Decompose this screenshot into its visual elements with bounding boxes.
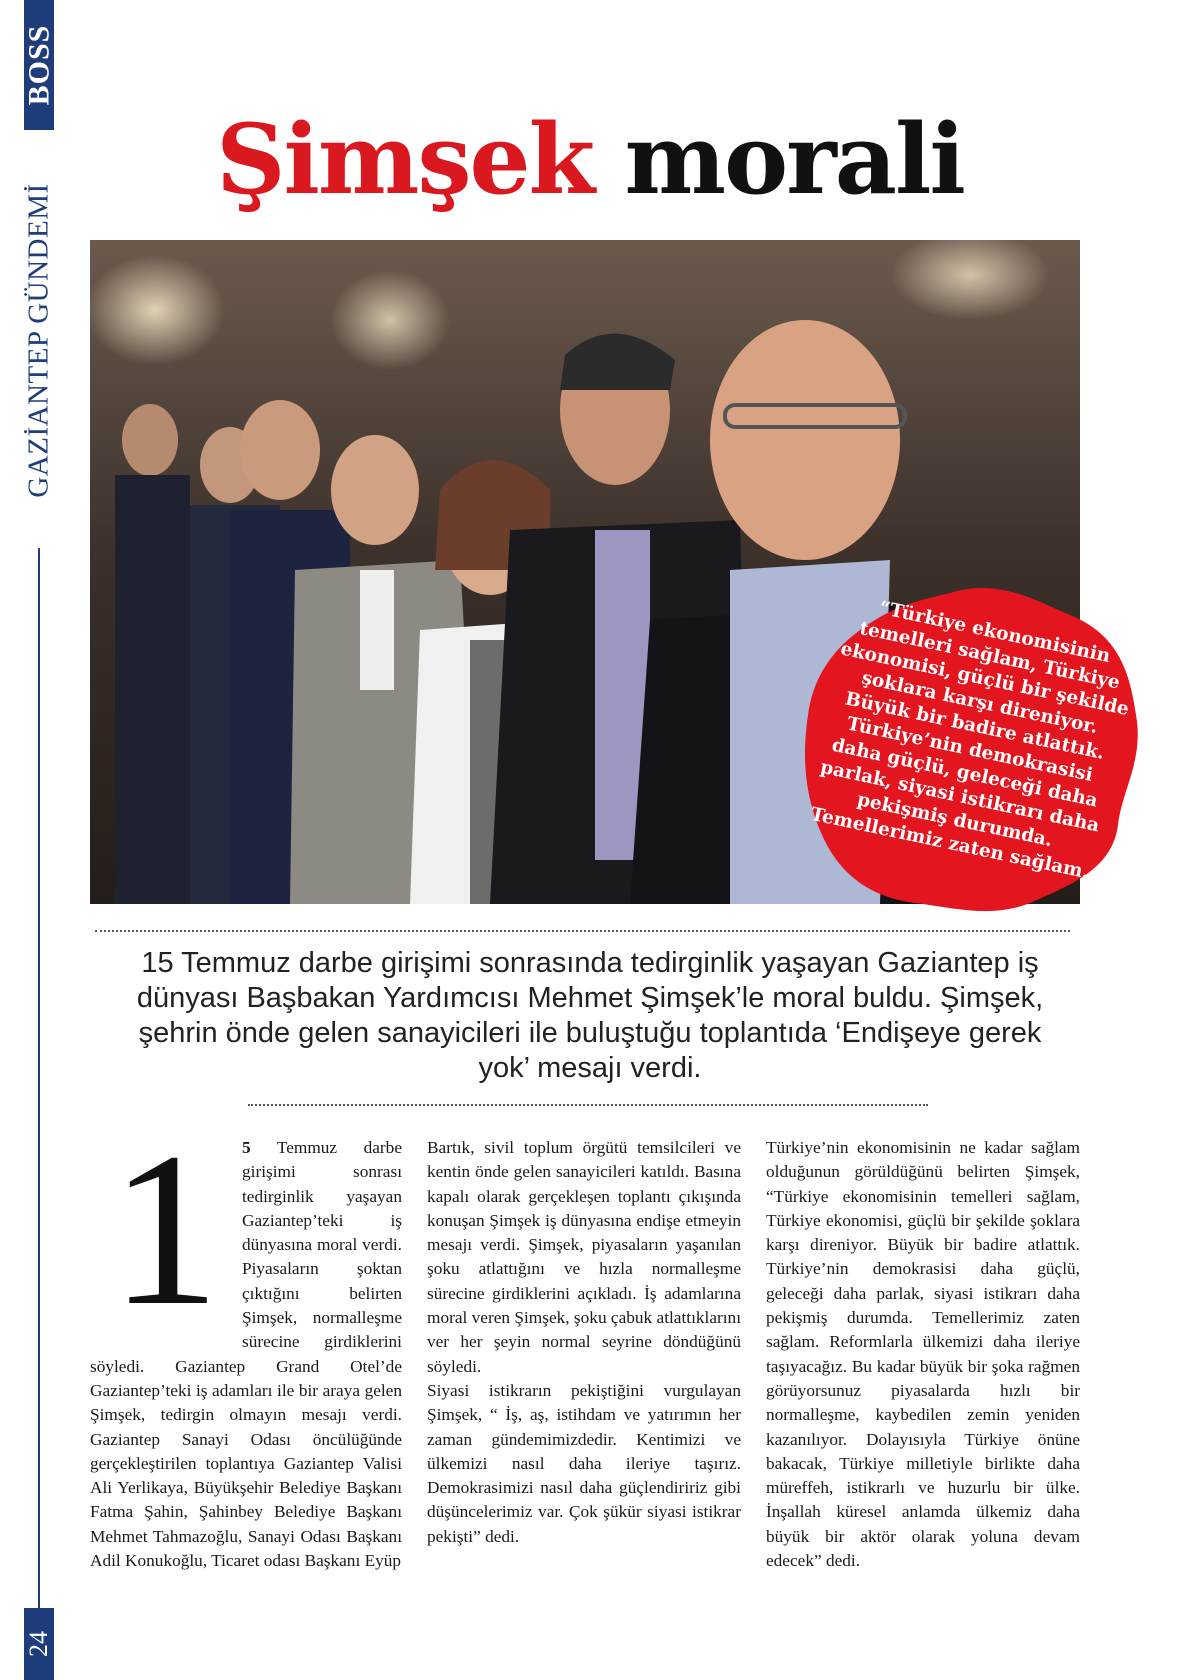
side-divider (38, 548, 40, 1608)
column-1-body: Temmuz darbe girişimi sonrası tedirginlik yaşayan Gaziantep’teki iş dünyasına moral verdi. Piyasaların şoktan çıktığını belirten Şimşek, normalleşme sürecine girdiklerini söyledi. Gaziantep Grand Otel’de Gaziantep’teki iş adamları ile bir araya gelen Şimşek, tedirgin olmayın mesajı verdi. Gaziantep Sanayi Odası öncülüğünde gerçekleştirilen toplantıya Gaziantep Valisi Ali Yerlikaya, Büyükşehir Belediye Başkanı Fatma Şahin, Şahinbey Belediye Başkanı Mehmet Tahmazoğlu, Sanayi Odası Başkanı Adil Konukoğlu, Ticaret odası Başkanı Eyüp (90, 1138, 402, 1571)
brand-logo (24, 0, 54, 130)
column-2-paragraph-1: Bartık, sivil toplum örgütü temsilcileri ve kentin önde gelen sanayicileri katıldı. Basına kapalı olarak gerçekleşen toplantı çıkışında konuşan Şimşek iş dünyasına endişe etmeyin mesajı verdi. Şimşek, piyasaların yaşanılan şoku atlattığını ve hızla normalleşme sürecine girdiklerini açıkladı. İş adamlarına moral veren Şimşek, şoku çabuk atlattıklarını ver her şeyin normal seyrine döndüğünü söyledi. (427, 1138, 741, 1376)
column-3-paragraph: Türkiye’nin ekonomisinin ne kadar sağlam olduğunun görüldüğünü belirten Şimşek, “Türkiye ekonomisinin temelleri sağlam, Türkiye ekonomisi, güçlü bir şekilde şoklara karşı direniyor. Büyük bir badire atlattık. Türkiye’nin demokrasisi daha güçlü, geleceği daha parlak, siyasi istikrarı daha pekişmiş durumda. Temellerimiz zaten sağlam. Reformlarla ülkemizi daha ileriye taşıyacağız. Bu kadar büyük bir şoka rağmen görüyorsunuz piyasalarda hızlı bir normalleşme, kaybedilen zemin yeniden kazanılıyor. Dolayısıyla Türkiye önüne bakacak, Türkiye milletiyle birlikte daha müreffeh, istikrarlı ve huzurlu bir ülke. İnşallah küresel anlamda ülkemiz daha büyük bir aktör olarak yoluna devam edecek” dedi. (766, 1138, 1080, 1571)
body-column-3 (766, 1136, 1080, 1573)
body-column-2 (427, 1136, 741, 1549)
brand-label: BOSS (22, 24, 55, 106)
lead-paragraph: 15 Temmuz darbe girişimi sonrasında tedirginlik yaşayan Gaziantep iş dünyası Başbakan Yardımcısı Mehmet Şimşek’le moral buldu. Şimşek, şehrin önde gelen sanayicileri ile buluştuğu toplantıda ‘Endişeye gerek yok’ mesajı verdi. (136, 947, 1044, 1084)
section-title: GAZİANTEP GÜNDEMİ (22, 182, 55, 498)
quote-text: “Türkiye ekonomisinin temelleri sağlam, Türkiye ekonomisi, güçlü bir şekilde şoklara karşı direniyor. Büyük bir badire atlattık. Türkiye’nin demokrasisi daha güçlü, geleceği daha parlak, siyasi istikrarı daha pekişmiş durumda. Temellerimiz zaten sağlam. (808, 597, 1131, 884)
page-number (24, 1608, 54, 1680)
headline-red: Şimşek (216, 103, 594, 216)
headline (90, 103, 1090, 216)
divider-top (95, 930, 1070, 932)
divider-bottom (248, 1104, 928, 1106)
body-column-1 (90, 1107, 402, 1573)
drop-cap: 1 (110, 1107, 220, 1351)
column-1-bold-start: 5 (242, 1138, 251, 1157)
section-label (24, 140, 54, 540)
column-2-paragraph-2: Siyasi istikrarın pekiştiğini vurgulayan Şimşek, “ İş, aş, istihdam ve yatırımın her zaman gündemimizdedir. Kentimizi ve ülkemizi nasıl daha ileriye taşırız. Demokrasimizi nasıl daha güçlendiririz gibi düşüncelerimiz var. Çok şükür siyasi istikrar pekişti” dedi. (427, 1380, 741, 1546)
headline-black: morali (624, 103, 964, 216)
page-number-label: 24 (24, 1631, 53, 1657)
